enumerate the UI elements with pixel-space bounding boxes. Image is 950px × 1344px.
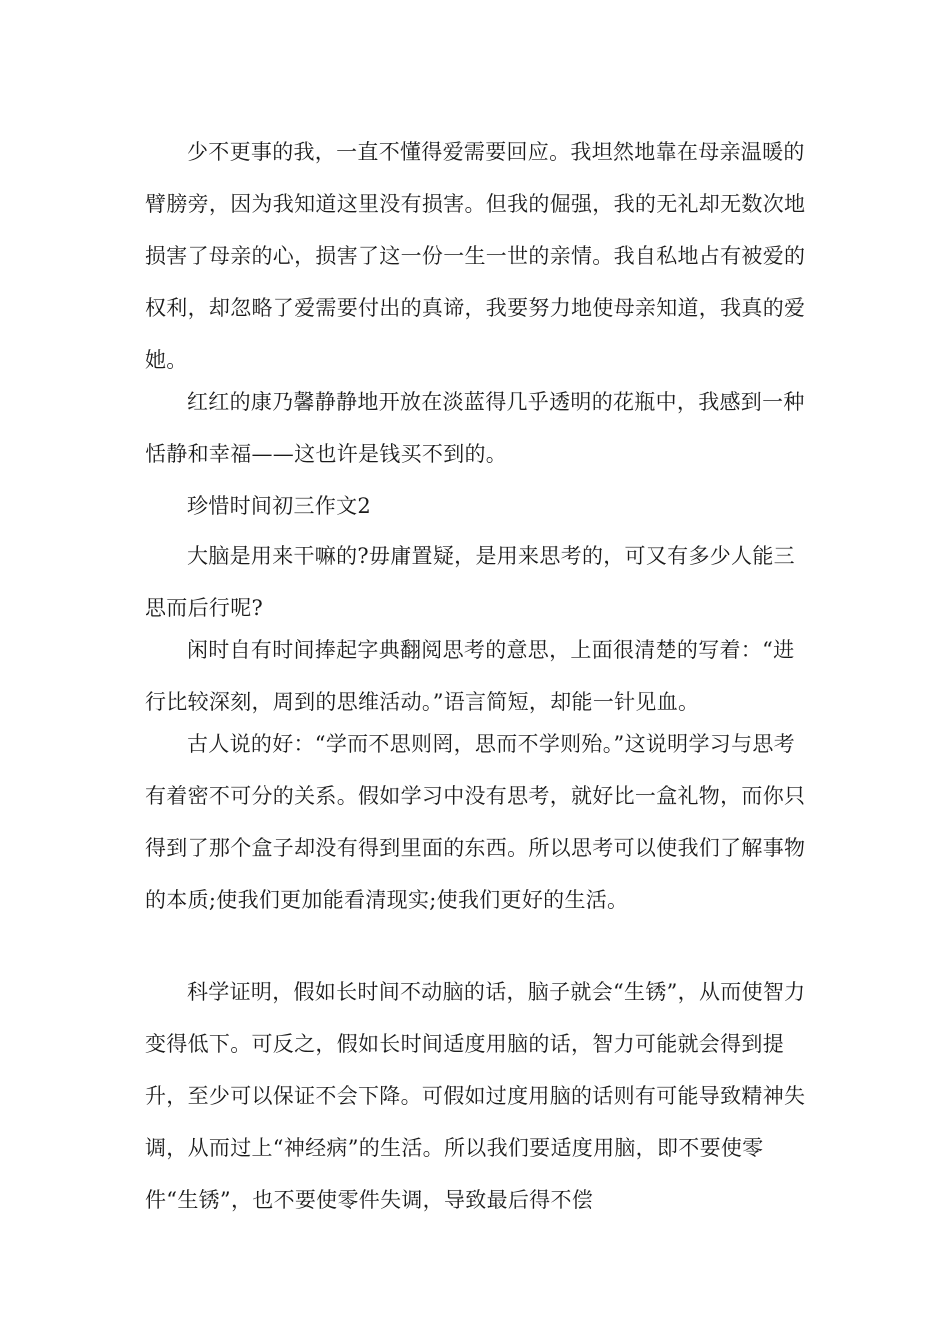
essay-title: 珍惜时间初三作文2	[187, 494, 372, 518]
paragraph-dictionary: 闲时自有时间捧起字典翻阅思考的意思，上面很清楚的写着：“进行比较深刻，周到的思维活动。”语言简短，却能一针见血。	[145, 638, 795, 714]
paragraph-brain-purpose: 大脑是用来干嘛的?毋庸置疑，是用来思考的，可又有多少人能三思而后行呢?	[145, 544, 795, 620]
paragraph-carnation: 红红的康乃馨静静地开放在淡蓝得几乎透明的花瓶中，我感到一种恬静和幸福——这也许是钱买不到的。	[145, 390, 805, 466]
paragraph-science-proof: 科学证明，假如长时间不动脑的话，脑子就会“生锈”，从而使智力变得低下。可反之，假如长时间适度用脑的话，智力可能就会得到提升，至少可以保证不会下降。可假如过度用脑的话则有可能导致精神失调，从而过上“神经病”的生活。所以我们要适度用脑，即不要使零件“生锈”，也不要使零件失调，导致最后得不偿	[145, 980, 806, 1212]
paragraph-ancient-saying: 古人说的好：“学而不思则罔，思而不学则殆。”这说明学习与思考有着密不可分的关系。假如学习中没有思考，就好比一盒礼物，而你只得到了那个盒子却没有得到里面的东西。所以思考可以使我们了解事物的本质;使我们更加能看清现实;使我们更好的生活。	[145, 732, 806, 912]
paragraph-mother-love: 少不更事的我，一直不懂得爱需要回应。我坦然地靠在母亲温暖的臂膀旁，因为我知道这里没有损害。但我的倔强，我的无礼却无数次地损害了母亲的心，损害了这一份一生一世的亲情。我自私地占有被爱的权利，却忽略了爱需要付出的真谛，我要努力地使母亲知道，我真的爱她。	[145, 140, 806, 372]
